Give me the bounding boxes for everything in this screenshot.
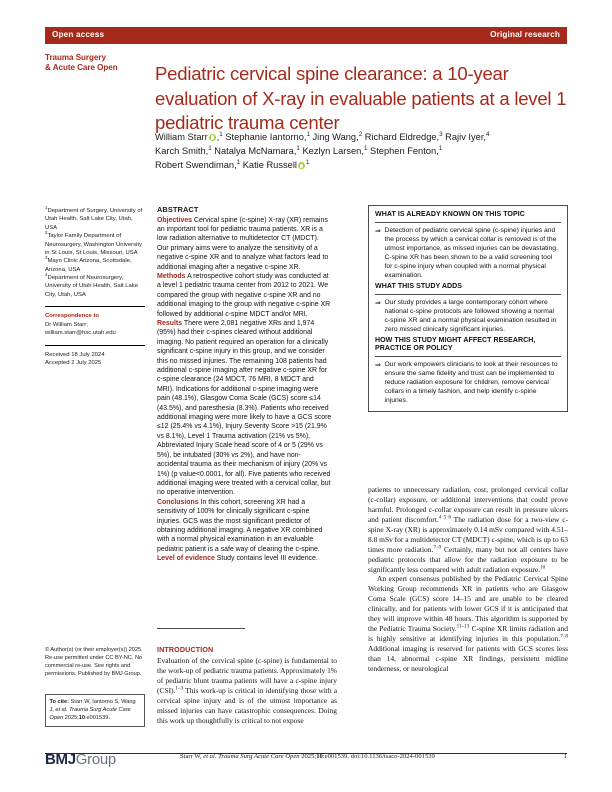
arrow-right-icon: ⇒ [375, 225, 382, 235]
key-message-item [375, 298, 561, 334]
correspondence-text[interactable]: Dr William Starr; william.starr@hsc.utah.edu [45, 322, 116, 337]
abstract-heading: ABSTRACT [157, 205, 199, 214]
to-cite-authors: Starr W, Iantorno S, Wang J, [49, 699, 136, 714]
key-messages-heading-1: WHAT IS ALREADY KNOWN ON THIS TOPIC [375, 211, 525, 218]
key-messages-box [368, 205, 568, 412]
abstract-section [157, 205, 332, 564]
copyright-notice: © Author(s) (or their employer(s)) 2025. Re-use permitted under CC BY-NC. No commercial re-use. See rights and permissions. Published by BMJ Group. [45, 647, 143, 678]
affiliation-item: $^4$Department of Neurosurgery, University of Utah Health, Salt Lake City, Utah, USA [45, 272, 138, 298]
to-cite-box: To cite: Starr W, Iantorno S, Wang J, et al. Trauma Surg Acute Care Open 2025;10:e001539. [45, 694, 145, 727]
open-access-label: Open access [52, 30, 105, 40]
affiliation-item: $^3$Mayo Clinic Arizona, Scottsdale, Arizona, USA [45, 255, 132, 273]
affiliation-item: $^1$Department of Surgery, University of Utah Health, Salt Lake City, Utah, USA [45, 205, 143, 231]
body-right-column [368, 485, 568, 674]
body-paragraph: patients to unnecessary radiation, cost, prolonged cervical collar (c-collar) exposure, or additional interventions that could prove harmful. Prolonged c-collar exposure can result in pressure ulcers and patient discomfort.$^{4 5 6}$ The radiation dose for a two-view c-spine X-ray (XR) is approximately 0.14 mSv compared with 4.51–8.8 mSv for a multidetector CT (MDCT) c-spine, which is up to 63 times more radiation.$^{7-9}$ Certainly, many but not all centers have pediatric protocols that allow for the radiation exposure to be significantly less compared with adult radiation exposure.$^{10}$ [368, 485, 568, 574]
key-messages-heading-3: HOW THIS STUDY MIGHT AFFECT RESEARCH, PRACTICE OR POLICY [375, 336, 536, 353]
key-message-text: Detection of pediatric cervical spine (c-spine) injuries and the process by which a cervical collar is removed is of the utmost importance, as missed injuries can be devastating. C-spine XR has been shown to be a valid screening tool for c-spine injury when coupled with a normal physical examination. [384, 226, 558, 280]
author-line-1: William Starr ,$^1$ Stephanie Iantorno,$^1$ Jing Wang,$^2$ Richard Eldredge,$^3$ Rajiv Iyer,$^4$ [155, 130, 490, 142]
abstract-methods: Methods A retrospective cohort study was conducted at a level 1 pediatric trauma center from 2012 to 2021. We compared the group with negative c-spine XR and no additional imaging to the group with negative c-spine XR followed by additional c-spine MDCT and/or MRI. [157, 272, 331, 318]
citation-ref[interactable]: 10 [540, 564, 546, 571]
key-messages-divider [375, 294, 561, 295]
citation-ref[interactable]: 1–3 [175, 685, 184, 692]
key-messages-divider [375, 356, 561, 357]
journal-logo [45, 53, 143, 73]
bmj-wordmark: BMJ [45, 751, 76, 768]
introduction-paragraph: Evaluation of the cervical spine (c-spine) is fundamental to the work-up of pediatric trauma patients. Approximately 1% of pediatric blunt trauma patients will have a c-spine injury (CSI).$^{1-3}$ This work-up is critical in identifying those with a cervical spine injury and is of the utmost importance as missed injuries can have catastrophic consequences. Doing this work up thoughtfully is critical to not expose [157, 656, 337, 725]
bmj-group-word: Group [75, 751, 116, 768]
author-name: William Starr [155, 132, 208, 142]
footer-citation: Starr W, et al. Trauma Surg Acute Care Open 2025;10:e001539. doi:10.1136/tsaco-2024-001539 [180, 753, 435, 760]
author-list [155, 130, 575, 172]
abstract-objectives: Objectives Cervical spine (c-spine) X-ray (XR) remains an important tool for pediatric trauma patients. XR is a low radiation alternative to multidetector CT (MDCT). Our primary aims were to analyze the sensitivity of a negative c-spine XR and to analyze what factors lead to additional imaging after a negative c-spine XR. [157, 216, 329, 271]
to-cite-etal: et al. [55, 707, 68, 714]
citation-ref[interactable]: 11–13 [456, 623, 470, 630]
key-message-item [375, 360, 561, 405]
key-messages-divider [375, 222, 561, 223]
page-number: 1 [563, 753, 567, 760]
introduction-heading: INTRODUCTION [157, 645, 214, 654]
correspondence-heading: Correspondence to [45, 313, 100, 320]
citation-ref[interactable]: 7–8 [560, 633, 568, 640]
arrow-right-icon: ⇒ [375, 297, 382, 307]
author-line-2: Karch Smith,$^1$ Natalya McNamara,$^1$ Kezlyn Larsen,$^1$ Stephen Fenton,$^1$ [155, 145, 443, 157]
bmj-group-logo [45, 752, 116, 767]
sidebar-divider [45, 345, 145, 346]
page-title: Pediatric cervical spine clearance: a 10-year evaluation of X-ray in evaluable patients at a level 1 pediatric trauma center [155, 63, 567, 133]
affiliation-item: $^2$Taylor Family Department of Neurosurgery, Washington University in St Louis, St Louis, Missouri, USA [45, 230, 142, 256]
to-cite-label: To cite: [49, 699, 69, 706]
author-line-3: Robert Swendiman,$^1$ Katie Russell $^1$ [155, 159, 310, 171]
affiliations-sidebar [45, 207, 145, 368]
key-message-item [375, 226, 561, 280]
abstract-conclusions: Conclusions In this cohort, screening XR had a sensitivity of 100% for clinically significant c-spine injuries. GCS was the most significant predictor of obtaining additional imaging. A negative XR combined with a normal physical examination in an evaluable pediatric patient is a safe way of clearing the c-spine. [157, 498, 323, 553]
key-messages-heading-2: WHAT THIS STUDY ADDS [375, 282, 462, 290]
key-message-text: Our study provides a large contemporary cohort where national c-spine protocols are followed showing a normal c-spine XR and a normal physical examination resulted in zero missed clinically significant injuries. [384, 298, 557, 334]
arrow-right-icon: ⇒ [375, 360, 382, 370]
key-message-text: Our work empowers clinicians to look at their resources to ensure the same fidelity and trust can be implemented to reduce radiation exposure for children, remove cervical collars in a timely fashion, and help identify c-spine injuries. [384, 361, 558, 405]
journal-logo-line-2: & Acute Care Open [45, 62, 118, 72]
orcid-icon[interactable] [298, 162, 305, 169]
received-date: Received 18 July 2024 [45, 351, 105, 358]
abstract-results: Results There were 2,081 negative XRs and 1,974 (95%) had their c-spines cleared without additional imaging. No patient required an operation for a clinically significant c-spine injury in this group, and we consider this no missed injuries. The remaining 108 patients had additional c-spine imaging after negative c-spine XR for c-spine clearance (24 MDCT, 76 MRI, 8 MDCT and MRI). Indications for additional c-spine imaging were pain (48.1%), Glasgow Coma Scale (GCS) score ≤14 (43.5%), and paresthesia (8.3%). Patients who received additional imaging were more likely to have a GCS score ≤12 (25.4% vs 4.1%), Injury Severity Score >15 (21.9% vs 8.1%), Level 1 Trauma activation (21% vs 5%), Abbreviated Injury Scale head score of 4 or 5 (29% vs 5%), be intubated (30% vs 2%), and have non-accidental trauma as their mechanism of injury (20% vs 1%) (p value<0.0001, for all). Five patients who received additional imaging were treated with a cervical collar, but no operative intervention. [157, 320, 332, 497]
abstract-level-of-evidence: Level of evidence Study contains level III evidence. [157, 555, 318, 563]
accepted-date: Accepted 2 July 2025 [45, 360, 102, 367]
citation-ref[interactable]: 4 5 6 [438, 514, 451, 521]
citation-ref[interactable]: 7–9 [433, 544, 442, 551]
introduction-section [157, 645, 337, 726]
article-type-label: Original research [490, 30, 560, 40]
body-paragraph: An expert consensus published by the Pediatric Cervical Spine Working Group recommends XR in patients who are Glasgow Coma Scale (GCS) score 14–15 and are unable to be cleared clinically, and for patients with lower GCS if it is anticipated that they will improve within 48 hours. This algorithm is supported by the Pediatric Trauma Society.$^{11-13}$ C-spine XR limits radiation and is highly sensitive at identifying injuries in this population.$^{7-8}$ Additional imaging is reserved for patients with GCS scores less than 14, abnormal c-spine XR findings, persistent midline tenderness, or neurological [368, 574, 569, 673]
open-access-bar [45, 27, 567, 44]
journal-logo-line-1: Trauma Surgery [45, 53, 106, 62]
sidebar-divider [45, 306, 145, 307]
to-cite-journal: Trauma Surg Acute Care Open [49, 707, 131, 722]
abstract-divider [157, 628, 245, 629]
orcid-icon[interactable] [209, 134, 216, 141]
